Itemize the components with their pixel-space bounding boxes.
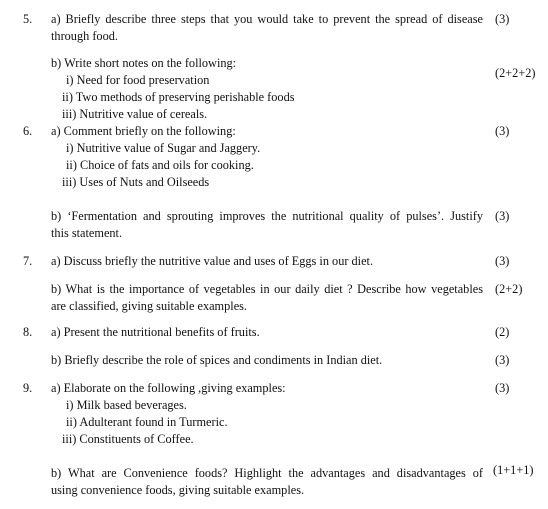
marks: (2+2) — [495, 282, 523, 296]
sub-item: ii) Adulterant found in Turmeric. — [66, 415, 228, 429]
marks: (3) — [495, 353, 510, 367]
question-number: 9. — [23, 381, 33, 395]
marks: (1+1+1) — [493, 463, 534, 477]
question-number: 7. — [23, 254, 33, 268]
question-part-a: a) Present the nutritional benefits of fruits. — [51, 325, 260, 339]
question-part-b: b) Briefly describe the role of spices and condiments in Indian diet. — [51, 353, 383, 367]
sub-item: i) Need for food preservation — [66, 73, 210, 87]
marks: (3) — [495, 12, 510, 26]
question-part-a: a) Elaborate on the following ,giving examples: — [51, 381, 286, 395]
question-part-b-continuation: this statement. — [51, 226, 123, 240]
sub-item: ii) Choice of fats and oils for cooking. — [66, 158, 254, 172]
marks: (3) — [495, 254, 510, 268]
question-part-b-continuation: are classified, giving suitable examples. — [51, 299, 248, 313]
marks: (3) — [495, 124, 510, 138]
question-part-a: a) Briefly describe three steps that you would take to prevent the spread of disease — [51, 12, 483, 26]
question-part-a: a) Discuss briefly the nutritive value and uses of Eggs in our diet. — [51, 254, 374, 268]
sub-item: i) Milk based beverages. — [66, 398, 187, 412]
sub-item: iii) Constituents of Coffee. — [62, 432, 194, 446]
question-part-b-continuation: using convenience foods, giving suitable examples. — [51, 483, 305, 497]
question-part-b: b) ‘Fermentation and sprouting improves the nutritional quality of pulses’. Justify — [51, 209, 483, 223]
marks: (2) — [495, 325, 510, 339]
marks: (2+2+2) — [495, 66, 536, 80]
question-part-b: b) What are Convenience foods? Highlight the advantages and disadvantages of — [51, 466, 483, 480]
question-number: 8. — [23, 325, 33, 339]
question-number: 6. — [23, 124, 33, 138]
question-part-a: a) Comment briefly on the following: — [51, 124, 236, 138]
sub-item: i) Nutritive value of Sugar and Jaggery. — [66, 141, 261, 155]
question-part-b: b) What is the importance of vegetables in our daily diet ? Describe how vegetables — [51, 282, 483, 296]
sub-item: ii) Two methods of preserving perishable foods — [62, 90, 295, 104]
sub-item: iii) Uses of Nuts and Oilseeds — [62, 175, 210, 189]
question-part-a-continuation: through food. — [51, 29, 118, 43]
question-part-b: b) Write short notes on the following: — [51, 56, 237, 70]
marks: (3) — [495, 209, 510, 223]
question-number: 5. — [23, 12, 33, 26]
sub-item: iii) Nutritive value of cereals. — [62, 107, 208, 121]
marks: (3) — [495, 381, 510, 395]
